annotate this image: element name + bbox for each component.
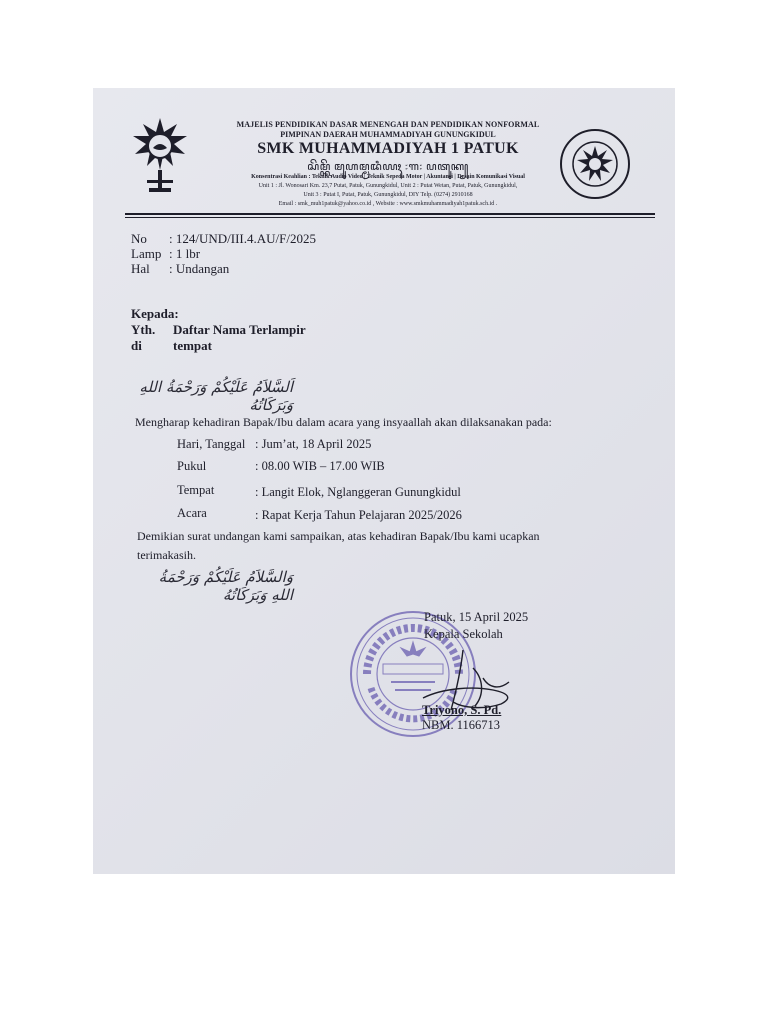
closing-paragraph-end: terimakasih. [137,548,196,562]
header-address-2: Unit 3 : Putat I, Putat, Patuk, Gunungkidul, DIY Telp. (0274) 2910168 [303,192,473,198]
meta-no-value: : 124/UND/III.4.AU/F/2025 [169,231,316,246]
meta-hal-label: Hal [131,261,150,276]
header-address-1: Unit 1 : Jl. Wonosari Km. 23,7 Putat, Patuk, Gunungkidul, Unit 2 : Putat Wetan, Putat, Patuk, Gunungkidul, [258,183,518,189]
signatory-name: Triyono, S. Pd. [422,703,502,717]
header-divider-thick [125,213,655,215]
recipient-heading: Kepada: [131,306,179,321]
signature-place-date: Patuk, 15 April 2025 [424,610,529,624]
recipient-di-label: di [131,338,142,353]
recipient-name: Daftar Nama Terlampir [173,322,306,337]
detail-label: Hari, Tanggal [177,437,246,451]
intro-paragraph: Mengharap kehadiran Bapak/Ibu dalam acara yang insyaallah akan dilaksanakan pada: [135,415,552,429]
meta-lamp-value: : 1 lbr [169,246,201,261]
meta-hal-value: : Undangan [169,261,230,276]
header-school-name: SMK MUHAMMADIYAH 1 PATUK [257,140,519,157]
letter-paper [93,88,675,874]
meta-no-label: No [131,231,147,246]
header-programs: Konsentrasi Keahlian : Teknik Audio Video | Teknik Sepeda Motor | Akuntansi | Desain Komunikasi Visual [251,174,525,180]
muhammadiyah-logo-icon [129,114,191,202]
recipient-yth-label: Yth. [131,322,156,337]
closing-greeting: وَالسَّلاَمُ عَلَيْكُمْ وَرَحْمَةُ اللهِ وَبَرَكَاتُهُ [158,568,293,604]
header-contact: Email : smk_muh1patuk@yahoo.co.id , Website : www.smkmuhammadiyah1patuk.sch.id . [278,201,498,207]
detail-value: : Rapat Kerja Tahun Pelajaran 2025/2026 [255,508,462,522]
detail-label: Tempat [177,483,215,497]
detail-value: : 08.00 WIB – 17.00 WIB [255,459,385,473]
signature-position: Kepala Sekolah [424,627,503,641]
opening-greeting: اَلسَّلاَمُ عَلَيْكُمْ وَرَحْمَةُ اللهِ وَبَرَكَاتُهُ [139,378,293,414]
detail-label: Acara [177,506,207,520]
detail-value: : Langit Elok, Nglanggeran Gunungkidul [255,485,461,499]
recipient-place: tempat [173,338,212,353]
meta-lamp-label: Lamp [131,246,162,261]
school-emblem-icon [559,128,631,200]
header-organization: MAJELIS PENDIDIKAN DASAR MENENGAH DAN PENDIDIKAN NONFORMAL [236,120,540,129]
header-javanese-script: ꦱꦼꦩ꧀ꦏꦼ ꦩꦸꦲꦩ꧀ꦩꦢꦶꦪꦃ ꧇꧑꧇ ꦥꦠꦸꦏ꧀ [307,161,469,173]
header-divider-thin [125,217,655,218]
signatory-nbm: NBM. 1166713 [422,718,501,732]
detail-value: : Jum’at, 18 April 2025 [255,437,372,451]
header-regional-board: PIMPINAN DAERAH MUHAMMADIYAH GUNUNGKIDUL [280,130,496,139]
detail-label: Pukul [177,459,207,473]
closing-paragraph: Demikian surat undangan kami sampaikan, atas kehadiran Bapak/Ibu kami ucapkan [137,529,540,543]
